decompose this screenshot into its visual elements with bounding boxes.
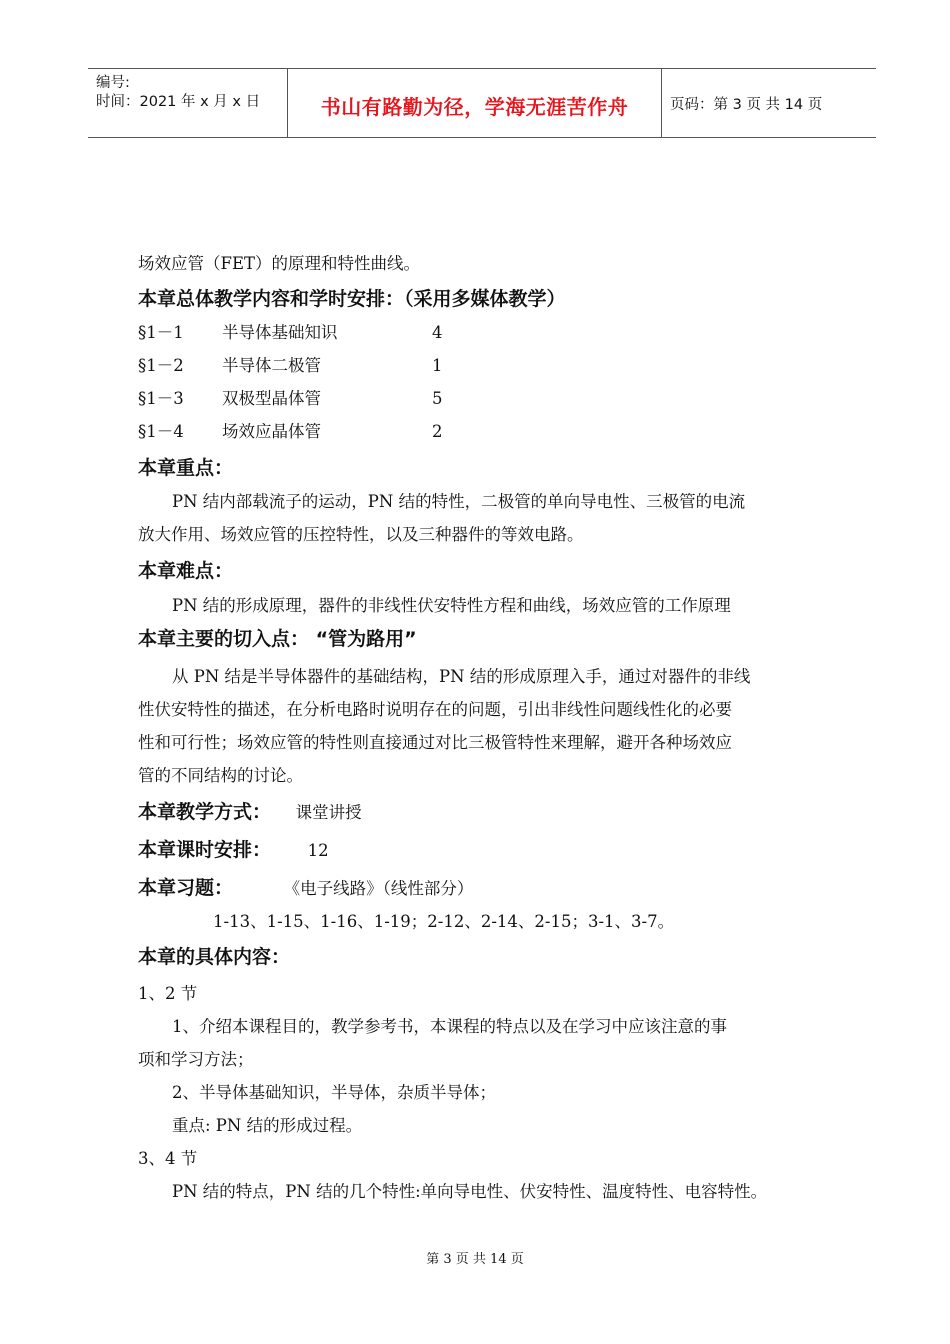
schedule-row	[138, 389, 443, 409]
content-heading: 本章的具体内容：	[138, 946, 291, 968]
exercises-row	[138, 877, 473, 900]
exercises-heading: 本章习题：	[138, 877, 234, 899]
schedule-hours: 4	[432, 323, 443, 342]
key-points-line: 放大作用、场效应管的压控特性，以及三种器件的等效电路。	[138, 525, 584, 544]
part1-line: 2、半导体基础知识，半导体，杂质半导体；	[172, 1083, 496, 1102]
schedule-name: 双极型晶体管	[222, 389, 321, 408]
schedule-row	[138, 356, 443, 376]
header-page-cell	[662, 69, 876, 137]
part1-line: 1、介绍本课程目的，教学参考书，本课程的特点以及在学习中应该注意的事	[172, 1017, 727, 1036]
schedule-hours: 2	[432, 422, 443, 441]
part1-line: 重点: PN 结的形成过程。	[172, 1116, 363, 1135]
entry-point-heading: 本章主要的切入点： “管为路用”	[138, 628, 417, 650]
part2-line: PN 结的特点，PN 结的几个特性:单向导电性、伏安特性、温度特性、电容特性。	[172, 1182, 768, 1201]
schedule-row	[138, 323, 443, 343]
hours-value: 12	[307, 841, 329, 860]
page-label: 页码：第 3 页 共 14 页	[670, 97, 823, 113]
schedule-name: 半导体基础知识	[222, 323, 338, 342]
part2-title: 3、4 节	[138, 1149, 198, 1168]
schedule-section: §1－2	[138, 356, 184, 375]
schedule-name: 场效应晶体管	[222, 422, 321, 441]
intro-line: 场效应管（FET）的原理和特性曲线。	[138, 254, 420, 273]
schedule-section: §1－1	[138, 323, 184, 342]
overall-heading: 本章总体教学内容和学时安排：（采用多媒体教学）	[138, 288, 566, 310]
schedule-name: 半导体二极管	[222, 356, 321, 375]
key-points-line: PN 结内部载流子的运动，PN 结的特性，二极管的单向导电性、三极管的电流	[172, 492, 746, 511]
header-motto-cell	[288, 69, 662, 137]
schedule-row	[138, 422, 443, 442]
schedule-hours: 5	[432, 389, 443, 408]
entry-point-line: 性伏安特性的描述，在分析电路时说明存在的问题，引出非线性问题线性化的必要	[138, 700, 732, 719]
entry-point-line: 性和可行性；场效应管的特性则直接通过对比三极管特性来理解，避开各种场效应	[138, 733, 732, 752]
method-row	[138, 801, 362, 824]
part1-title: 1、2 节	[138, 984, 198, 1003]
page-footer: 第 3 页 共 14 页	[426, 1252, 524, 1267]
motto: 书山有路勤为径，学海无涯苦作舟	[320, 95, 629, 119]
page-header	[88, 68, 876, 138]
method-heading: 本章教学方式：	[138, 801, 272, 823]
hours-heading: 本章课时安排：	[138, 839, 272, 861]
hours-row	[138, 839, 329, 862]
entry-point-line: 从 PN 结是半导体器件的基础结构，PN 结的形成原理入手，通过对器件的非线	[172, 667, 751, 686]
schedule-section: §1－3	[138, 389, 184, 408]
number-label: 编号:	[96, 75, 130, 91]
time-label: 时间：2021 年 x 月 x 日	[96, 94, 261, 110]
key-points-heading: 本章重点：	[138, 457, 234, 479]
difficulties-line: PN 结的形成原理，器件的非线性伏安特性方程和曲线，场效应管的工作原理	[172, 596, 731, 615]
exercises-list: 1-13、1-15、1-16、1-19；2-12、2-14、2-15；3-1、3-7。	[213, 912, 675, 931]
exercises-book: 《电子线路》（线性部分）	[283, 879, 474, 898]
part1-line: 项和学习方法；	[138, 1050, 254, 1069]
entry-point-line: 管的不同结构的讨论。	[138, 766, 303, 785]
schedule-section: §1－4	[138, 422, 184, 441]
method-value: 课堂讲授	[295, 803, 362, 822]
header-meta	[88, 69, 288, 137]
difficulties-heading: 本章难点：	[138, 560, 234, 582]
schedule-hours: 1	[432, 356, 443, 375]
